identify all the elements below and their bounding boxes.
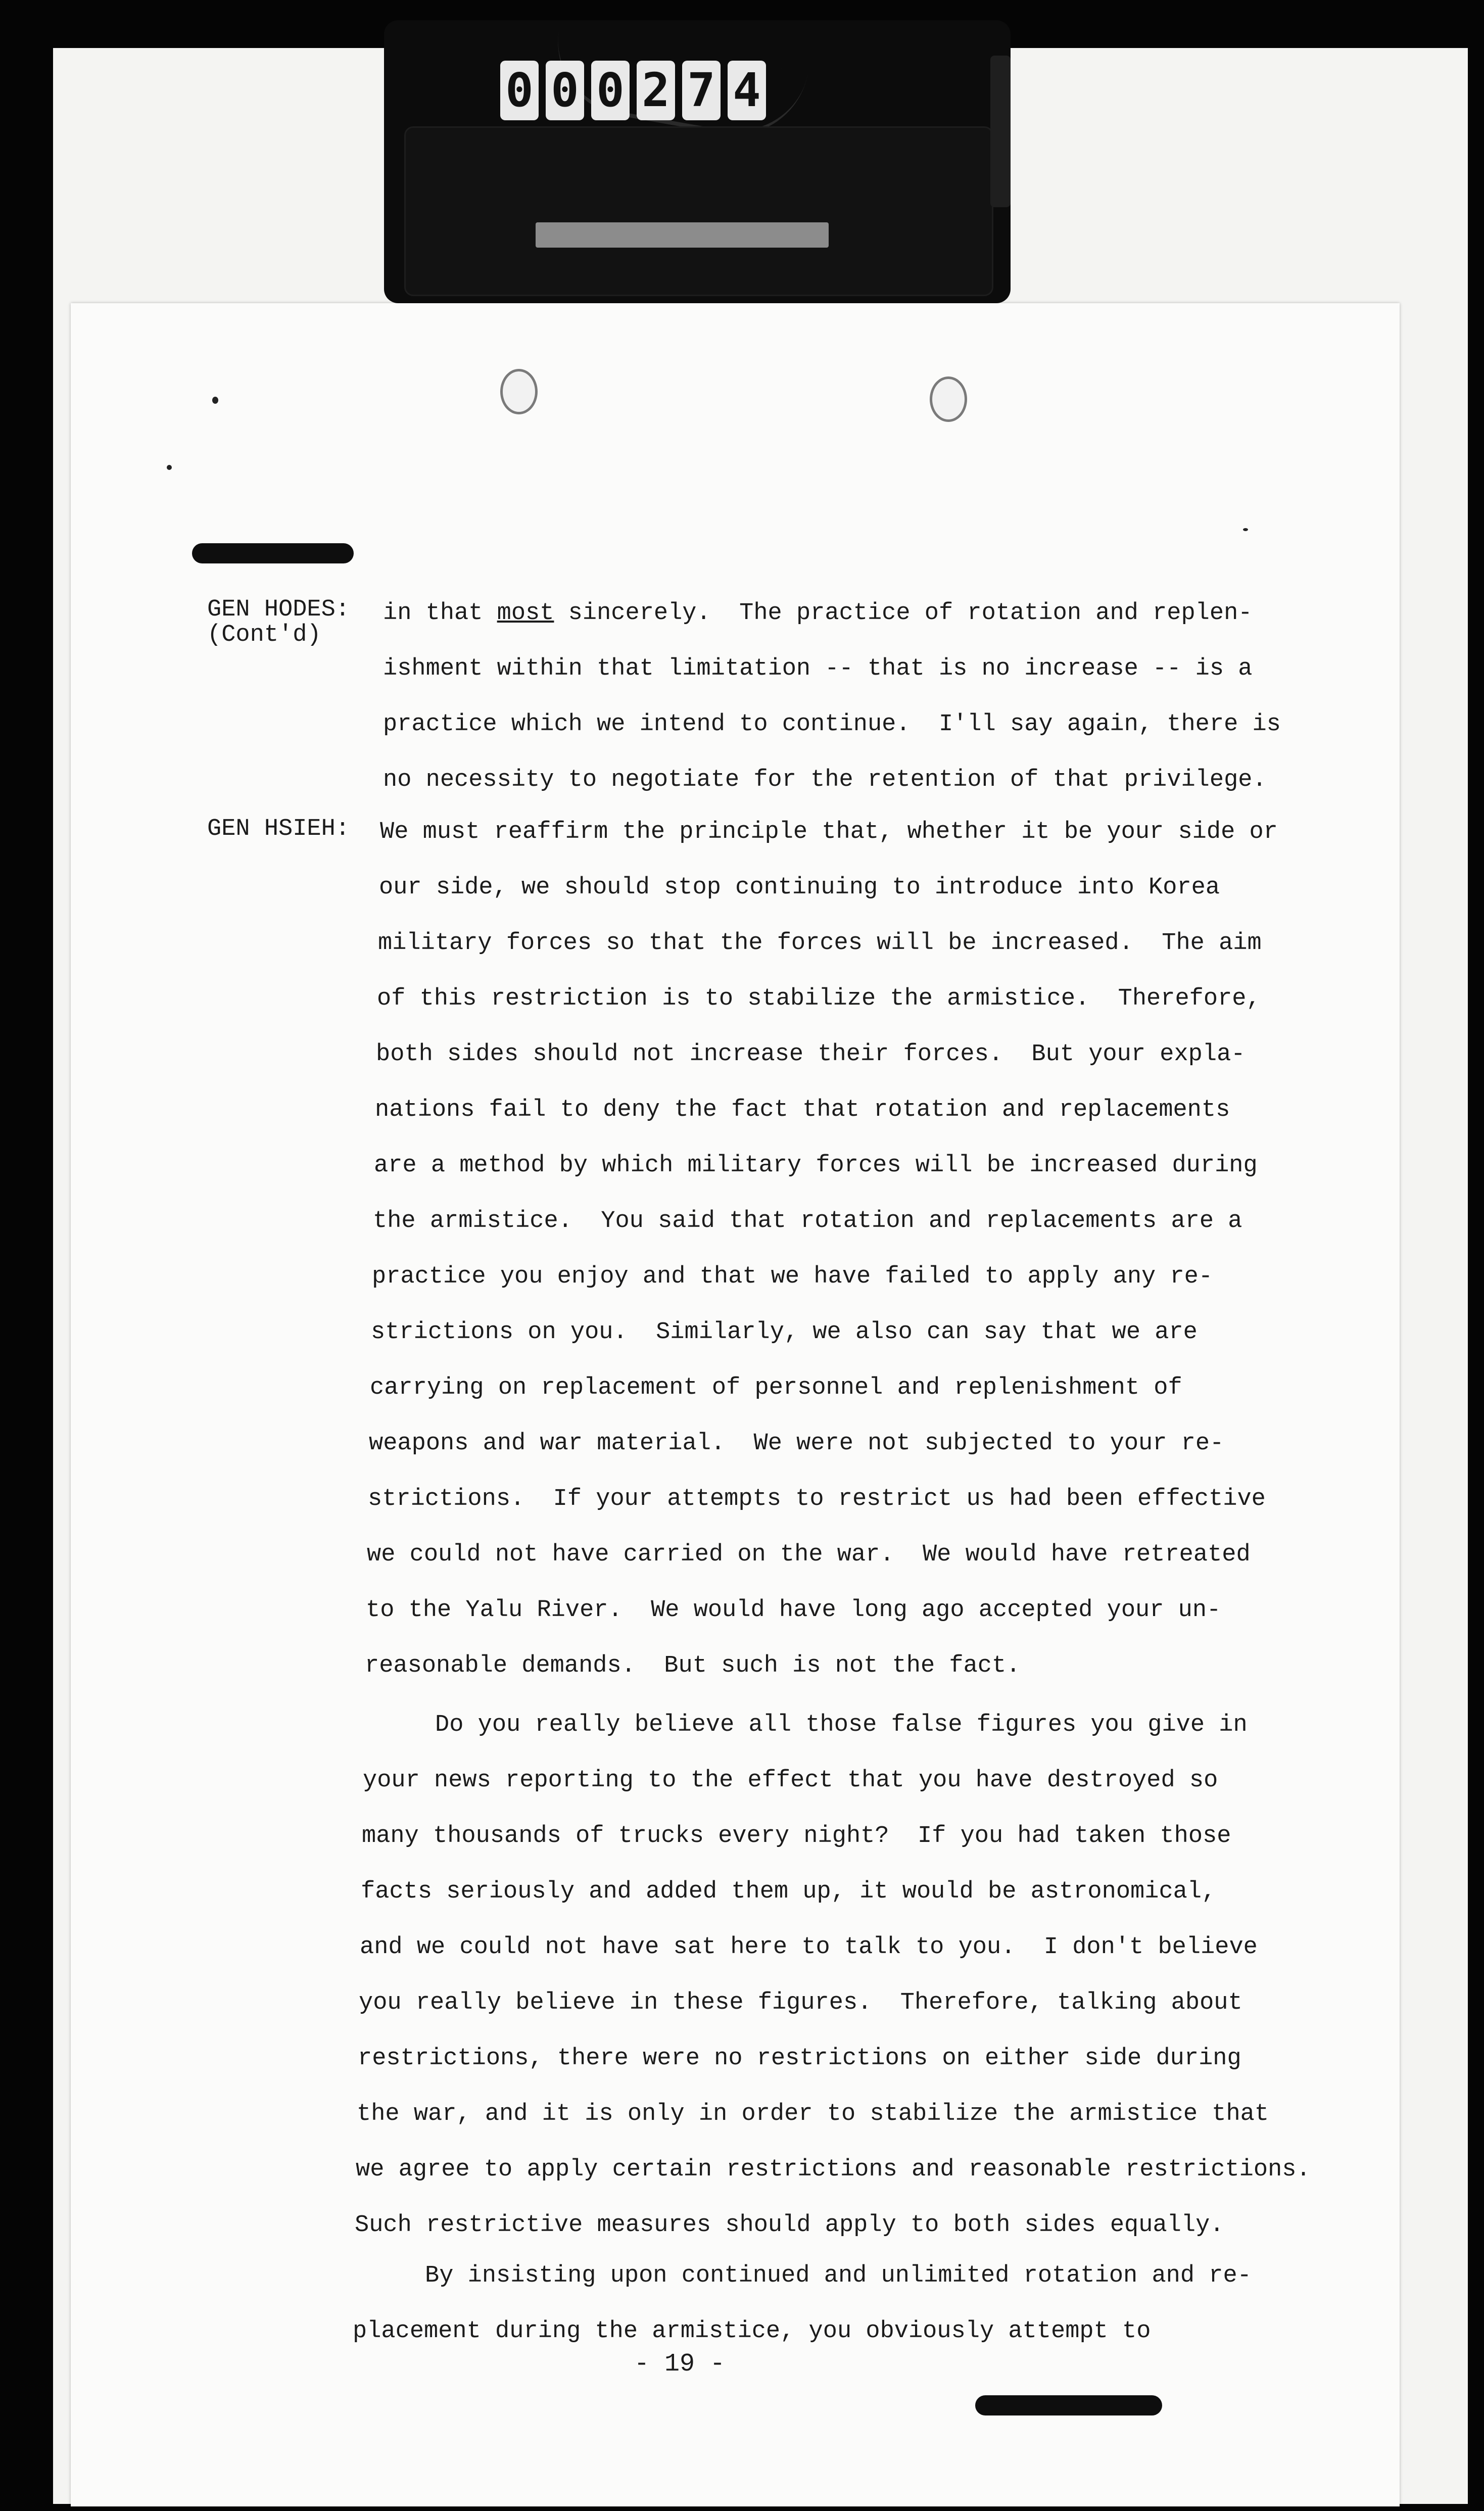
counter-digit: 2	[637, 61, 675, 120]
counter-digit: 7	[682, 61, 721, 120]
transcript-line: ishment within that limitation -- that is no increase -- is a	[383, 655, 1253, 682]
transcript-line: Such restrictive measures should apply to both sides equally.	[355, 2212, 1224, 2239]
transcript-line: many thousands of trucks every night? If you had taken those	[362, 1823, 1231, 1850]
frame-counter-device	[384, 20, 1011, 303]
transcript-line: reasonable demands. But such is not the fact.	[365, 1652, 1021, 1679]
redaction-mark	[192, 543, 354, 563]
speck	[167, 465, 172, 470]
transcript-line: in that most sincerely. The practice of rotation and replen-	[383, 600, 1253, 627]
underlined-word: most	[497, 600, 554, 627]
transcript-line: both sides should not increase their forces. But your expla-	[376, 1041, 1246, 1068]
transcript-line: facts seriously and added them up, it would be astronomical,	[361, 1878, 1216, 1905]
transcript-line: are a method by which military forces will be increased during	[374, 1152, 1258, 1179]
transcript-line: no necessity to negotiate for the retention of that privilege.	[383, 767, 1267, 793]
counter-digit: 0	[546, 61, 584, 120]
transcript-line: practice which we intend to continue. I'll say again, there is	[383, 711, 1281, 738]
counter-digit: 0	[500, 61, 539, 120]
transcript-line: Do you really believe all those false figures you give in	[364, 1712, 1248, 1738]
punch-hole	[500, 369, 538, 414]
transcript-line: strictions. If your attempts to restrict us had been effective	[368, 1486, 1266, 1512]
speaker-continued: (Cont'd)	[207, 622, 321, 648]
speck	[1243, 528, 1248, 531]
transcript-line: weapons and war material. We were not subjected to your re-	[369, 1430, 1224, 1457]
counter-plate	[536, 222, 829, 248]
transcript-line: We must reaffirm the principle that, whether it be your side or	[380, 819, 1278, 845]
counter-digit: 4	[728, 61, 766, 120]
page-number: - 19 -	[634, 2350, 726, 2379]
transcript-line: carrying on replacement of personnel and replenishment of	[370, 1375, 1182, 1401]
transcript-line: placement during the armistice, you obviously attempt to	[353, 2318, 1151, 2345]
transcript-line: strictions on you. Similarly, we also can say that we are	[371, 1319, 1198, 1346]
redaction-mark	[975, 2395, 1162, 2415]
counter-knob	[990, 56, 1011, 207]
transcript-line: By insisting upon continued and unlimited rotation and re-	[354, 2262, 1252, 2289]
transcript-line: the armistice. You said that rotation and replacements are a	[373, 1208, 1242, 1235]
speck	[212, 397, 218, 404]
transcript-line: of this restriction is to stabilize the armistice. Therefore,	[377, 985, 1261, 1012]
transcript-line: practice you enjoy and that we have failed to apply any re-	[372, 1263, 1213, 1290]
transcript-line: you really believe in these figures. Therefore, talking about	[359, 1989, 1242, 2016]
punch-hole	[930, 376, 967, 422]
counter-digit: 0	[591, 61, 630, 120]
transcript-line: military forces so that the forces will be increased. The aim	[378, 930, 1262, 957]
transcript-line: we agree to apply certain restrictions and reasonable restrictions.	[356, 2156, 1311, 2183]
transcript-line: our side, we should stop continuing to introduce into Korea	[379, 874, 1220, 901]
transcript-line: your news reporting to the effect that you have destroyed so	[363, 1767, 1218, 1794]
transcript-line: the war, and it is only in order to stabilize the armistice that	[357, 2101, 1269, 2127]
counter-base	[404, 126, 993, 296]
transcript-line: we could not have carried on the war. We would have retreated	[367, 1541, 1251, 1568]
transcript-line: nations fail to deny the fact that rotation and replacements	[375, 1097, 1230, 1123]
frame-counter	[500, 61, 766, 120]
speaker-label: GEN HODES:	[207, 596, 350, 623]
transcript-line: and we could not have sat here to talk to you. I don't believe	[360, 1934, 1258, 1961]
speaker-label: GEN HSIEH:	[207, 816, 350, 842]
transcript-line: restrictions, there were no restrictions on either side during	[358, 2045, 1241, 2072]
transcript-line: to the Yalu River. We would have long ago accepted your un-	[366, 1597, 1221, 1624]
